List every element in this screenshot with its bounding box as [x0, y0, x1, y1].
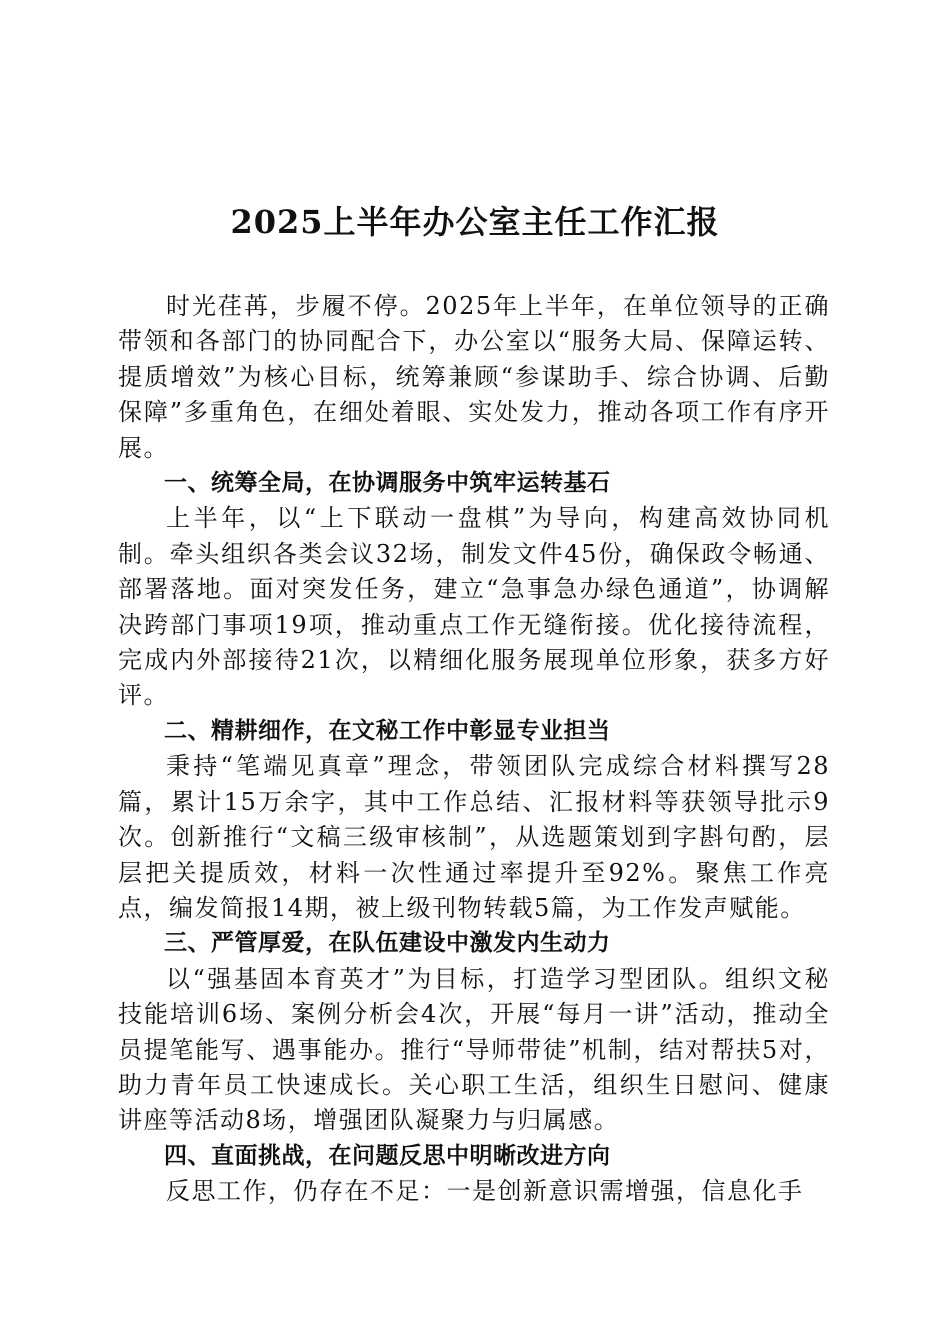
section-3-heading: 三、严管厚爱，在队伍建设中激发内生动力	[164, 930, 611, 957]
section-1-body: 上半年，以“上下联动一盘棋”为导向，构建高效协同机制。牵头组织各类会议32场，制发文件45份，确保政令畅通、部署落地。面对突发任务，建立“急事急办绿色通道”，协调解决跨部门事项19项，推动重点工作无缝衔接。优化接待流程，完成内外部接待21次，以精细化服务展现单位形象，获多方好评。	[118, 504, 830, 710]
section-2-body: 秉持“笔端见真章”理念，带领团队完成综合材料撰写28篇，累计15万余字，其中工作总结、汇报材料等获领导批示9次。创新推行“文稿三级审核制”，从选题策划到字斟句酌，层层把关提质效，材料一次性通过率提升至92%。聚焦工作亮点，编发简报14期，被上级刊物转载5篇，为工作发声赋能。	[118, 752, 830, 922]
section-1-heading: 一、统筹全局，在协调服务中筑牢运转基石	[164, 470, 611, 497]
intro-paragraph: 时光荏苒，步履不停。2025年上半年，在单位领导的正确带领和各部门的协同配合下，办公室以“服务大局、保障运转、提质增效”为核心目标，统筹兼顾“参谋助手、综合协调、后勤保障”多重角色，在细处着眼、实处发力，推动各项工作有序开展。	[118, 292, 830, 462]
section-4-heading: 四、直面挑战，在问题反思中明晰改进方向	[164, 1142, 611, 1169]
section-2-heading: 二、精耕细作，在文秘工作中彰显专业担当	[164, 717, 611, 744]
document-title: 2025上半年办公室主任工作汇报	[230, 203, 720, 241]
section-4-body: 反思工作，仍存在不足：一是创新意识需增强，信息化手	[166, 1177, 804, 1206]
section-3-body: 以“强基固本育英才”为目标，打造学习型团队。组织文秘技能培训6场、案例分析会4次，开展“每月一讲”活动，推动全员提笔能写、遇事能办。推行“导师带徒”机制，结对帮扶5对，助力青年员工快速成长。关心职工生活，组织生日慰问、健康讲座等活动8场，增强团队凝聚力与归属感。	[118, 964, 830, 1135]
document-body	[118, 289, 830, 1210]
